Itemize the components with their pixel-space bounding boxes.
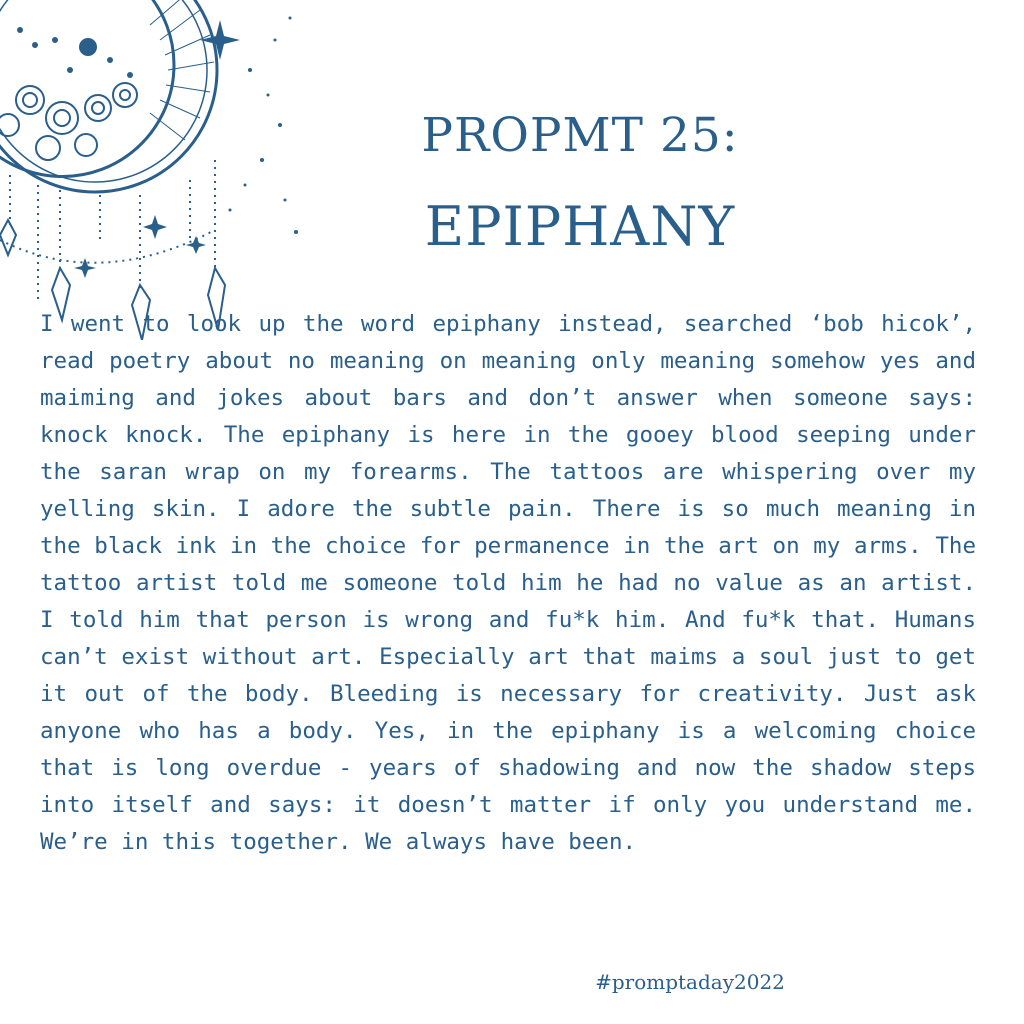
poem-body-text: I went to look up the word epiphany instead, searched ‘bob hicok’, read poetry about no meaning on meaning only meaning somehow yes and maiming and jokes about bars and don’t answer when someone says: knock knock. The epiphany is here in the gooey blood seeping under the saran wrap on my forearms. The tattoos are whispering over my yelling skin. I adore the subtle pain. There is so much meaning in the black ink in the choice for permanence in the art on my arms. The tattoo artist told me someone told him he had no value as an artist. I told him that person is wrong and fu*k him. And fu*k that. Humans can’t exist without art. Especially art that maims a soul just to get it out of the body. Bleeding is necessary for creativity. Just ask anyone who has a body. Yes, in the epiphany is a welcoming choice that is long overdue - years of shadowing and now the shadow steps into itself and says: it doesn’t matter if only you understand me. We’re in this together. We always have been. xyxy=(40,311,976,855)
title-line-2: EPIPHANY xyxy=(424,195,736,258)
hashtag-label: #promptaday2022 xyxy=(595,970,785,994)
moon-dreamcatcher-icon xyxy=(0,0,310,340)
title-line-1: PROPMT 25: xyxy=(421,108,739,163)
